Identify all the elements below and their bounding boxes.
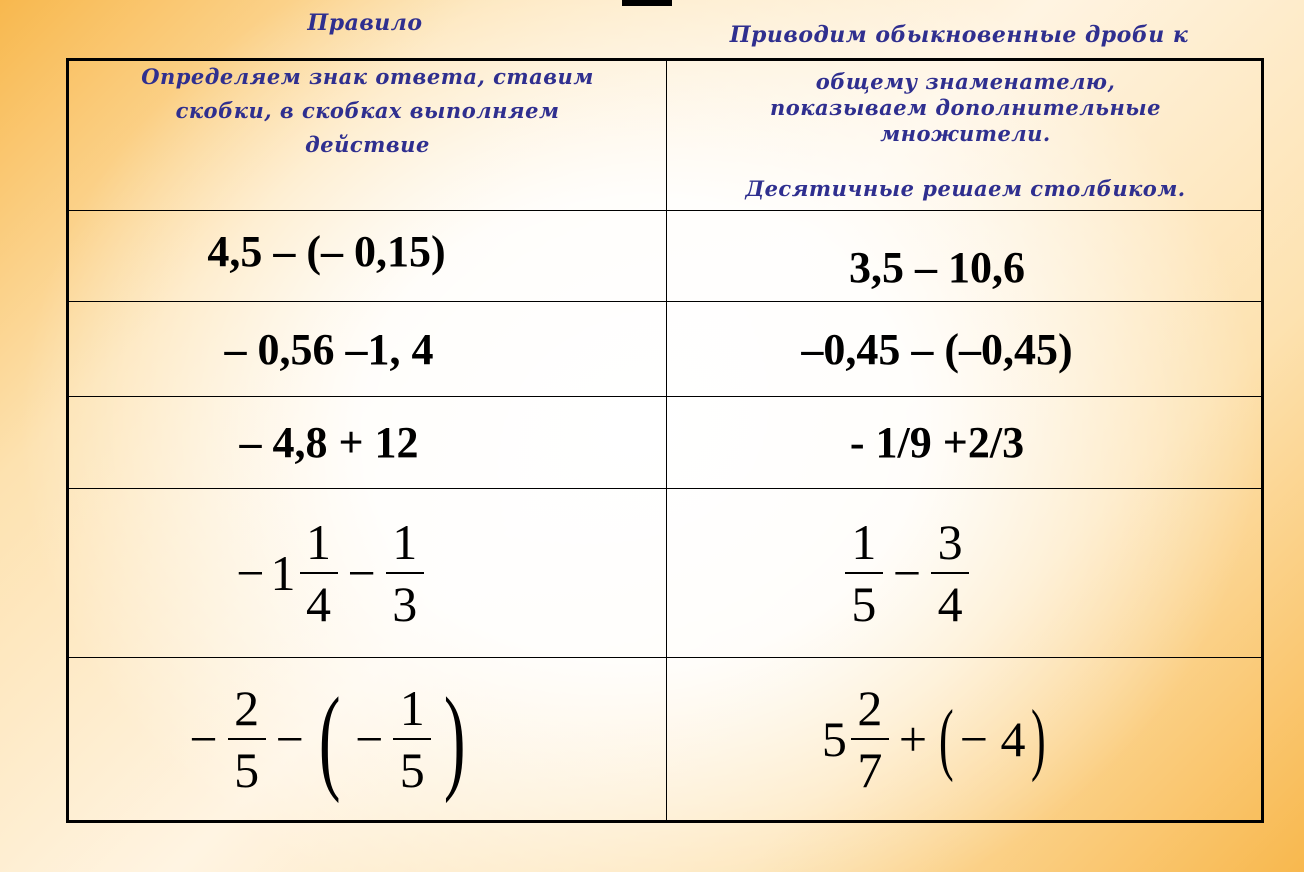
- numerator: 1: [399, 680, 425, 736]
- expression-row1-left: 4,5 – (– 0,15): [207, 226, 446, 276]
- minus-sign: −: [189, 711, 218, 767]
- expression-row2-left: – 0,56 –1, 4: [224, 324, 434, 374]
- right-parenthesis: ): [444, 673, 466, 804]
- decorative-bar: [622, 0, 672, 6]
- expression-row1-right: 3,5 – 10,6: [849, 242, 1025, 292]
- exercise-table: [66, 58, 1264, 823]
- numerator: 1: [392, 514, 418, 570]
- fraction-bar: [393, 738, 431, 740]
- minus-sign: −: [355, 711, 384, 767]
- numerator: 1: [851, 514, 877, 570]
- fraction: [300, 514, 338, 632]
- expression-row3-left: – 4,8 + 12: [239, 418, 419, 467]
- minus-sign: −: [347, 545, 376, 601]
- fraction: [851, 680, 889, 798]
- expression-row5-left: [69, 658, 589, 820]
- fraction-bar: [931, 572, 969, 574]
- fraction-bar: [851, 738, 889, 740]
- minus-sign: −: [236, 545, 265, 601]
- left-rule-cell: [69, 61, 666, 161]
- fraction: [931, 514, 969, 632]
- right-rule-cell: [667, 59, 1264, 157]
- numerator: 2: [857, 680, 883, 736]
- fraction-bar: [228, 738, 266, 740]
- right-rule-line: множители.: [880, 121, 1051, 146]
- denominator: 5: [234, 742, 260, 798]
- fraction: [228, 680, 266, 798]
- left-column-title: Правило: [307, 10, 423, 36]
- denominator: 4: [937, 576, 963, 632]
- fraction-bar: [300, 572, 338, 574]
- fraction-bar: [386, 572, 424, 574]
- fraction-bar: [845, 572, 883, 574]
- left-parenthesis: (: [939, 695, 954, 783]
- left-rule-line: скобки, в скобках выполняем: [175, 98, 560, 123]
- right-rule-line: показываем дополнительные: [769, 95, 1162, 120]
- fraction: [393, 680, 431, 798]
- right-parenthesis: ): [1031, 695, 1047, 783]
- expression-row4-right: [667, 489, 1147, 657]
- expression-row5-right: [667, 658, 1207, 820]
- whole-part: 1: [270, 545, 296, 601]
- numerator: 2: [234, 680, 260, 736]
- fraction: [386, 514, 424, 632]
- fraction: [845, 514, 883, 632]
- right-rule-note: Десятичные решаем столбиком.: [745, 176, 1186, 201]
- left-rule-line: действие: [305, 132, 430, 157]
- right-rule-line: общему знаменателю,: [815, 69, 1116, 94]
- whole-part: 5: [821, 711, 847, 767]
- expression-row3-right: - 1/9 +2/3: [849, 418, 1025, 467]
- numerator: 3: [937, 514, 963, 570]
- denominator: 5: [851, 576, 877, 632]
- right-column-title: Приводим обыкновенные дроби к: [729, 22, 1189, 48]
- expression-row4-left: [69, 489, 589, 657]
- denominator: 4: [306, 576, 331, 632]
- inner-value: − 4: [959, 711, 1026, 767]
- left-parenthesis: (: [318, 673, 341, 804]
- plus-sign: +: [898, 711, 928, 767]
- minus-sign: −: [892, 545, 922, 601]
- denominator: 3: [392, 576, 418, 632]
- denominator: 7: [857, 742, 883, 798]
- numerator: 1: [306, 514, 331, 570]
- denominator: 5: [399, 742, 425, 798]
- minus-sign: −: [275, 711, 304, 767]
- expression-row2-right: –0,45 – (–0,45): [801, 324, 1073, 374]
- left-rule-line: Определяем знак ответа, ставим: [141, 64, 594, 89]
